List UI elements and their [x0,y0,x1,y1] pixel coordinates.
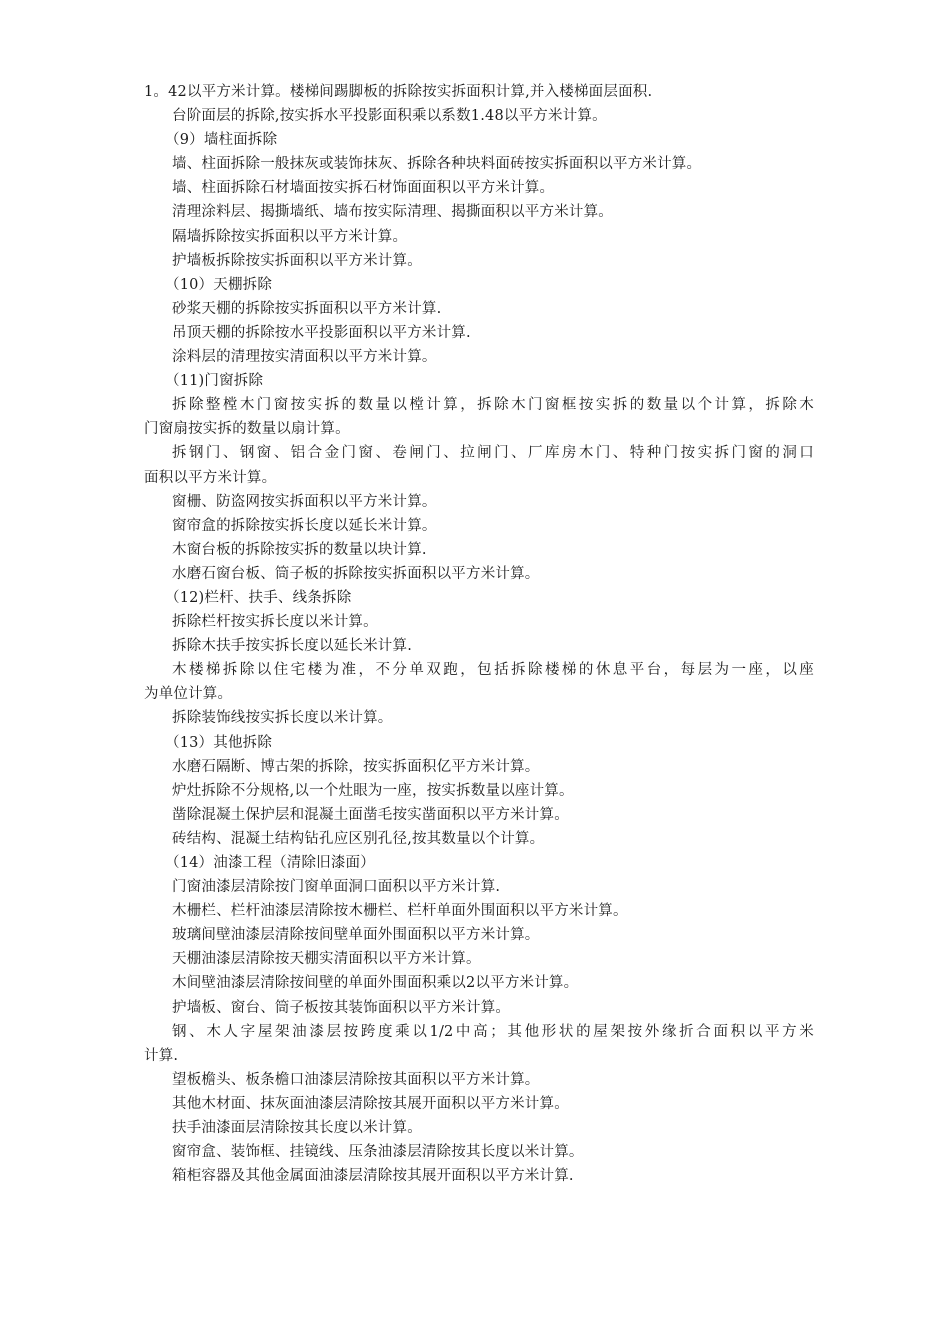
text-line: 砂浆天棚的拆除按实拆面积以平方米计算. [172,300,442,317]
text-line: 水磨石窗台板、筒子板的拆除按实拆面积以平方米计算。 [172,565,540,582]
text-line: 窗帘盒、装饰框、挂镜线、压条油漆层清除按其长度以米计算。 [172,1144,584,1161]
text-line: 1。42以平方米计算。楼梯间踢脚板的拆除按实拆面积计算,并入楼梯面层面积. [144,84,653,100]
text-line: 望板檐头、板条檐口油漆层清除按其面积以平方米计算。 [172,1071,540,1088]
text-line: 炉灶拆除不分规格,以一个灶眼为一座，按实拆数量以座计算。 [172,782,574,799]
text-line: 面积以平方米计算。 [144,469,277,486]
text-line: 玻璃间壁油漆层清除按间壁单面外围面积以平方米计算。 [172,927,540,944]
text-line: 拆除整樘木门窗按实拆的数量以樘计算，拆除木门窗框按实拆的数量以个计算，拆除木 [172,397,814,414]
text-line: 隔墙拆除按实拆面积以平方米计算。 [172,228,408,245]
text-line: 墙、柱面拆除一般抹灰或装饰抹灰、拆除各种块料面砖按实拆面积以平方米计算。 [172,156,702,173]
text-line: 钢、木人字屋架油漆层按跨度乘以1/2中高；其他形状的屋架按外缘折合面积以平方米 [172,1023,814,1040]
section-heading: （12)栏杆、扶手、线条拆除 [165,589,352,606]
text-line: 其他木材面、抹灰面油漆层清除按其展开面积以平方米计算。 [172,1095,569,1112]
text-line: 木间壁油漆层清除按间壁的单面外围面积乘以2以平方米计算。 [172,975,579,992]
section-heading: （14）油漆工程（清除旧漆面） [165,855,375,871]
text-line: 护墙板拆除按实拆面积以平方米计算。 [172,252,422,269]
section-heading: （9）墙柱面拆除 [165,132,278,149]
section-heading: （11)门窗拆除 [165,373,264,390]
text-line: 拆钢门、钢窗、铝合金门窗、卷闸门、拉闸门、厂库房木门、特种门按实拆门窗的洞口 [172,445,814,462]
text-line: 扶手油漆面层清除按其长度以米计算。 [172,1120,422,1137]
document-body [144,80,814,1188]
text-line: 窗栅、防盗网按实拆面积以平方米计算。 [172,493,437,510]
text-line: 门窗扇按实拆的数量以扇计算。 [144,421,350,438]
text-line: 窗帘盒的拆除按实拆长度以延长米计算。 [172,517,437,534]
text-line: 墙、柱面拆除石材墙面按实拆石材饰面面积以平方米计算。 [172,180,555,197]
text-line: 凿除混凝土保护层和混凝土面凿毛按实凿面积以平方米计算。 [172,806,569,823]
text-line: 门窗油漆层清除按门窗单面洞口面积以平方米计算. [172,879,501,896]
text-line: 水磨石隔断、博古架的拆除，按实拆面积亿平方米计算。 [172,758,540,775]
text-line: 木楼梯拆除以住宅楼为准，不分单双跑，包括拆除楼梯的休息平台，每层为一座，以座 [172,662,814,679]
text-line: 台阶面层的拆除,按实拆水平投影面积乘以系数1.48以平方米计算。 [172,108,607,125]
text-line: 涂料层的清理按实清面积以平方米计算。 [172,349,437,366]
text-line: 护墙板、窗台、筒子板按其装饰面积以平方米计算。 [172,999,511,1016]
text-line: 清理涂料层、揭撕墙纸、墙布按实际清理、揭撕面积以平方米计算。 [172,204,613,221]
text-line: 箱柜容器及其他金属面油漆层清除按其展开面积以平方米计算. [172,1168,574,1185]
text-line: 计算. [144,1047,179,1064]
text-line: 砖结构、混凝土结构钻孔应区别孔径,按其数量以个计算。 [172,830,545,847]
text-line: 木栅栏、栏杆油漆层清除按木栅栏、栏杆单面外围面积以平方米计算。 [172,903,628,920]
section-heading: （13）其他拆除 [165,734,273,751]
text-line: 木窗台板的拆除按实拆的数量以块计算. [172,541,427,558]
text-line: 天棚油漆层清除按天棚实清面积以平方米计算。 [172,951,481,968]
text-line: 拆除栏杆按实拆长度以米计算。 [172,614,378,631]
section-heading: （10）天棚拆除 [165,276,273,293]
text-line: 吊顶天棚的拆除按水平投影面积以平方米计算. [172,324,471,341]
text-line: 拆除木扶手按实拆长度以延长米计算. [172,638,413,655]
text-line: 拆除装饰线按实拆长度以米计算。 [172,710,393,727]
text-line: 为单位计算。 [144,686,233,703]
